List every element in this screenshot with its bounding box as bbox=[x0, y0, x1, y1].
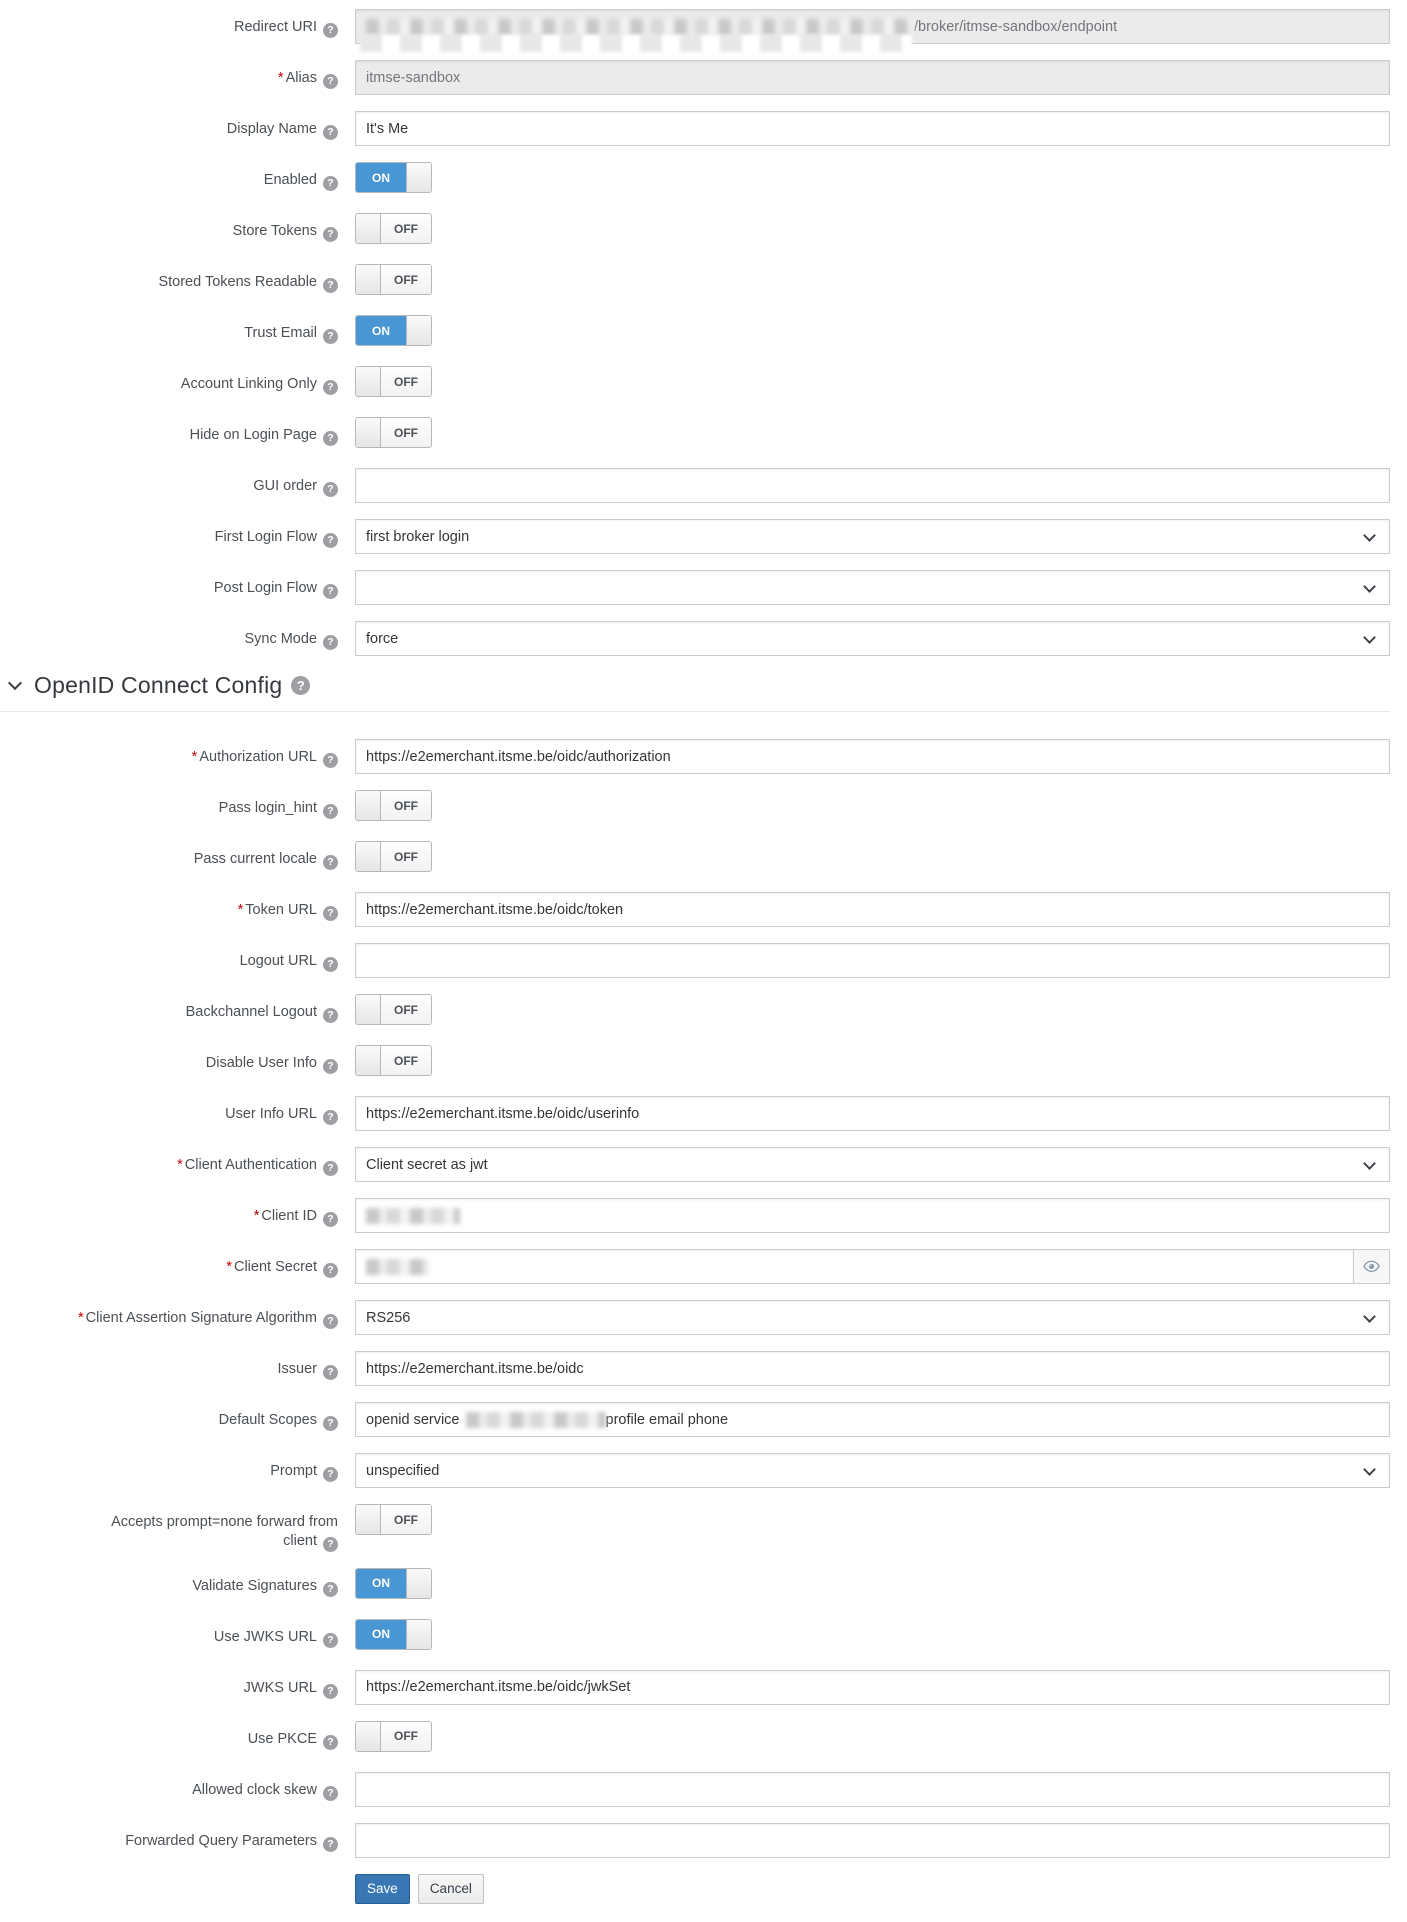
label-text: Allowed clock skew bbox=[192, 1781, 317, 1798]
help-icon[interactable]: ? bbox=[323, 1684, 338, 1699]
field-use-pkce bbox=[0, 1721, 1390, 1756]
toggle-handle[interactable] bbox=[356, 418, 381, 447]
label-text: Pass current locale bbox=[193, 851, 317, 867]
field-forwarded-query-parameters bbox=[0, 1823, 1390, 1858]
hide-on-login-page-toggle[interactable] bbox=[355, 417, 432, 448]
client-authentication-select[interactable] bbox=[355, 1147, 1390, 1182]
label-text: GUI order bbox=[253, 478, 317, 494]
help-icon[interactable]: ? bbox=[323, 278, 338, 293]
help-icon[interactable]: ? bbox=[323, 431, 338, 446]
backchannel-logout-toggle[interactable] bbox=[355, 994, 432, 1025]
label-text: Post Login Flow bbox=[213, 580, 317, 596]
toggle-off-label: OFF bbox=[381, 214, 431, 243]
use-jwks-url-toggle[interactable] bbox=[355, 1619, 432, 1650]
help-icon[interactable]: ? bbox=[323, 1837, 338, 1852]
help-icon[interactable]: ? bbox=[323, 1633, 338, 1648]
toggle-handle[interactable] bbox=[406, 1620, 431, 1649]
client-id-input[interactable] bbox=[355, 1198, 1390, 1233]
label-text: Use PKCE bbox=[247, 1730, 317, 1747]
required-asterisk: * bbox=[237, 902, 244, 918]
help-icon[interactable]: ? bbox=[323, 74, 338, 89]
field-trust-email bbox=[0, 315, 1390, 350]
help-icon[interactable]: ? bbox=[323, 1314, 338, 1329]
label-text: Default Scopes bbox=[218, 1412, 317, 1428]
field-alias bbox=[0, 60, 1390, 95]
help-icon[interactable]: ? bbox=[323, 1263, 338, 1278]
prompt-select[interactable] bbox=[355, 1453, 1390, 1488]
label-text: Client Secret bbox=[233, 1259, 317, 1275]
help-icon[interactable]: ? bbox=[323, 329, 338, 344]
toggle-off-label: OFF bbox=[381, 367, 431, 396]
help-icon[interactable]: ? bbox=[323, 753, 338, 768]
help-icon[interactable]: ? bbox=[323, 227, 338, 242]
toggle-handle[interactable] bbox=[406, 1569, 431, 1598]
first-login-flow-select[interactable] bbox=[355, 519, 1390, 554]
help-icon[interactable]: ? bbox=[323, 1059, 338, 1074]
label-text: Validate Signatures bbox=[192, 1577, 317, 1594]
chevron-down-icon bbox=[1363, 580, 1376, 593]
help-icon[interactable]: ? bbox=[323, 125, 338, 140]
field-pass-login-hint bbox=[0, 790, 1390, 825]
label-text: Issuer bbox=[277, 1361, 317, 1377]
redacted-value bbox=[366, 1259, 429, 1275]
chevron-down-icon bbox=[1363, 1157, 1376, 1170]
field-pass-current-locale bbox=[0, 841, 1390, 876]
field-enabled bbox=[0, 162, 1390, 197]
label-text: User Info URL bbox=[225, 1106, 317, 1122]
field-store-tokens bbox=[0, 213, 1390, 248]
label-text: Store Tokens bbox=[232, 223, 317, 239]
disable-user-info-toggle[interactable] bbox=[355, 1045, 432, 1076]
field-authorization-url bbox=[0, 739, 1390, 774]
selected-value: unspecified bbox=[366, 1462, 440, 1479]
selected-value: first broker login bbox=[366, 528, 470, 545]
field-client-secret bbox=[0, 1249, 1390, 1284]
toggle-on-label: ON bbox=[356, 163, 406, 192]
field-logout-url bbox=[0, 943, 1390, 978]
label-text: Forwarded Query Parameters bbox=[125, 1832, 317, 1849]
label-text: Client Authentication bbox=[184, 1157, 317, 1173]
validate-signatures-toggle[interactable] bbox=[355, 1568, 432, 1599]
client-assertion-signature-algorithm-select[interactable] bbox=[355, 1300, 1390, 1335]
alias-input bbox=[355, 60, 1390, 95]
toggle-off-label: OFF bbox=[381, 791, 431, 820]
label-text: Alias bbox=[285, 70, 317, 86]
field-prompt bbox=[0, 1453, 1390, 1488]
help-icon[interactable]: ? bbox=[323, 855, 338, 870]
logout-url-input[interactable] bbox=[355, 943, 1390, 978]
label-text: Logout URL bbox=[239, 953, 317, 969]
label-text: Accepts prompt=none forward from client bbox=[111, 1514, 338, 1549]
trust-email-toggle[interactable] bbox=[355, 315, 432, 346]
help-icon[interactable]: ? bbox=[323, 1416, 338, 1431]
help-icon[interactable]: ? bbox=[323, 1161, 338, 1176]
toggle-off-label: OFF bbox=[381, 1505, 431, 1534]
help-icon[interactable]: ? bbox=[323, 635, 338, 650]
label-text: Prompt bbox=[270, 1463, 317, 1479]
scopes-suffix: profile email phone bbox=[605, 1411, 729, 1428]
help-icon[interactable]: ? bbox=[323, 584, 338, 599]
scopes-prefix: openid service bbox=[366, 1411, 460, 1428]
required-asterisk: * bbox=[253, 1208, 260, 1224]
default-scopes-input[interactable] bbox=[355, 1402, 1390, 1437]
display-name-input[interactable] bbox=[355, 111, 1390, 146]
openid-connect-config-header[interactable] bbox=[8, 672, 1390, 699]
field-use-jwks-url bbox=[0, 1619, 1390, 1654]
label-text: Client Assertion Signature Algorithm bbox=[85, 1310, 317, 1326]
help-icon[interactable]: ? bbox=[323, 1467, 338, 1482]
chevron-down-icon bbox=[1363, 1310, 1376, 1323]
label-text: Enabled bbox=[263, 172, 317, 188]
help-icon[interactable]: ? bbox=[323, 957, 338, 972]
section-title: OpenID Connect Config bbox=[34, 672, 283, 698]
label-text: Display Name bbox=[226, 121, 317, 137]
field-jwks-url bbox=[0, 1670, 1390, 1705]
label-text: Token URL bbox=[245, 902, 317, 918]
censor-blur-artifact bbox=[360, 35, 912, 52]
token-url-input[interactable] bbox=[355, 892, 1390, 927]
field-redirect-uri bbox=[0, 9, 1390, 44]
toggle-on-label: ON bbox=[356, 316, 406, 345]
selected-value: Client secret as jwt bbox=[366, 1156, 488, 1173]
toggle-handle[interactable] bbox=[356, 842, 381, 871]
field-display-name bbox=[0, 111, 1390, 146]
field-accepts-prompt-none bbox=[0, 1504, 1390, 1552]
store-tokens-toggle[interactable] bbox=[355, 213, 432, 244]
field-post-login-flow bbox=[0, 570, 1390, 605]
field-default-scopes bbox=[0, 1402, 1390, 1437]
redacted-value bbox=[366, 1208, 460, 1224]
required-asterisk: * bbox=[226, 1259, 232, 1275]
toggle-on-label: ON bbox=[356, 1620, 406, 1649]
toggle-off-label: OFF bbox=[381, 1046, 431, 1075]
label-text: Account Linking Only bbox=[180, 376, 317, 392]
required-asterisk: * bbox=[78, 1310, 84, 1326]
field-client-assertion-signature-algorithm bbox=[0, 1300, 1390, 1335]
show-secret-button[interactable] bbox=[1353, 1249, 1390, 1284]
label-text: Redirect URI bbox=[234, 19, 317, 35]
help-icon[interactable]: ? bbox=[323, 1582, 338, 1597]
help-icon[interactable]: ? bbox=[323, 176, 338, 191]
help-icon[interactable]: ? bbox=[323, 1008, 338, 1023]
field-disable-user-info bbox=[0, 1045, 1390, 1080]
field-validate-signatures bbox=[0, 1568, 1390, 1603]
accepts-prompt-none-toggle[interactable] bbox=[355, 1504, 432, 1535]
field-account-linking-only bbox=[0, 366, 1390, 401]
allowed-clock-skew-input[interactable] bbox=[355, 1772, 1390, 1807]
help-icon[interactable]: ? bbox=[323, 1212, 338, 1227]
required-asterisk: * bbox=[277, 70, 284, 86]
help-icon[interactable]: ? bbox=[323, 380, 338, 395]
forwarded-query-parameters-input[interactable] bbox=[355, 1823, 1390, 1858]
label-text: First Login Flow bbox=[214, 529, 317, 545]
toggle-off-label: OFF bbox=[381, 418, 431, 447]
redacted-value bbox=[466, 1412, 606, 1428]
pass-current-locale-toggle[interactable] bbox=[355, 841, 432, 872]
help-icon[interactable]: ? bbox=[323, 1365, 338, 1380]
toggle-off-label: OFF bbox=[381, 265, 431, 294]
label-text: Trust Email bbox=[244, 325, 317, 341]
help-icon[interactable]: ? bbox=[323, 906, 338, 921]
cancel-button[interactable]: Cancel bbox=[418, 1874, 484, 1904]
help-icon[interactable]: ? bbox=[323, 1786, 338, 1801]
field-first-login-flow bbox=[0, 519, 1390, 554]
section-divider bbox=[0, 711, 1390, 712]
jwks-url-input[interactable] bbox=[355, 1670, 1390, 1705]
label-text: JWKS URL bbox=[243, 1679, 317, 1696]
help-icon[interactable]: ? bbox=[323, 1537, 338, 1552]
post-login-flow-select[interactable] bbox=[355, 570, 1390, 605]
field-gui-order bbox=[0, 468, 1390, 503]
toggle-handle[interactable] bbox=[356, 1046, 381, 1075]
toggle-handle[interactable] bbox=[356, 791, 381, 820]
field-token-url bbox=[0, 892, 1390, 927]
label-text: Backchannel Logout bbox=[185, 1004, 317, 1020]
redirect-uri-suffix: /broker/itmse-sandbox/endpoint bbox=[914, 18, 1118, 35]
label-text: Hide on Login Page bbox=[189, 427, 317, 443]
client-secret-input[interactable] bbox=[355, 1249, 1353, 1284]
toggle-handle[interactable] bbox=[356, 214, 381, 243]
selected-value: RS256 bbox=[366, 1309, 411, 1326]
help-icon[interactable]: ? bbox=[323, 482, 338, 497]
chevron-down-icon bbox=[1363, 631, 1376, 644]
save-button[interactable]: Save bbox=[355, 1874, 410, 1904]
toggle-off-label: OFF bbox=[381, 1722, 431, 1751]
eye-icon bbox=[1363, 1260, 1380, 1273]
label-text: Stored Tokens Readable bbox=[158, 274, 317, 290]
toggle-off-label: OFF bbox=[381, 842, 431, 871]
account-linking-only-toggle[interactable] bbox=[355, 366, 432, 397]
field-stored-tokens-readable bbox=[0, 264, 1390, 299]
use-pkce-toggle[interactable] bbox=[355, 1721, 432, 1752]
field-hide-on-login-page bbox=[0, 417, 1390, 452]
toggle-handle[interactable] bbox=[356, 995, 381, 1024]
toggle-on-label: ON bbox=[356, 1569, 406, 1598]
label-text: Sync Mode bbox=[244, 631, 317, 647]
required-asterisk: * bbox=[177, 1157, 183, 1173]
issuer-input[interactable] bbox=[355, 1351, 1390, 1386]
toggle-handle[interactable] bbox=[356, 265, 381, 294]
toggle-handle[interactable] bbox=[406, 163, 431, 192]
chevron-down-icon[interactable] bbox=[8, 675, 22, 689]
help-icon[interactable]: ? bbox=[323, 804, 338, 819]
label-text: Pass login_hint bbox=[218, 800, 317, 816]
field-client-id bbox=[0, 1198, 1390, 1233]
field-user-info-url bbox=[0, 1096, 1390, 1131]
field-sync-mode bbox=[0, 621, 1390, 656]
toggle-handle[interactable] bbox=[356, 367, 381, 396]
enabled-toggle[interactable] bbox=[355, 162, 432, 193]
required-asterisk: * bbox=[191, 749, 198, 765]
sync-mode-select[interactable] bbox=[355, 621, 1390, 656]
pass-login-hint-toggle[interactable] bbox=[355, 790, 432, 821]
stored-tokens-readable-toggle[interactable] bbox=[355, 264, 432, 295]
gui-order-input[interactable] bbox=[355, 468, 1390, 503]
chevron-down-icon bbox=[1363, 529, 1376, 542]
toggle-off-label: OFF bbox=[381, 995, 431, 1024]
label-text: Use JWKS URL bbox=[213, 1628, 317, 1645]
help-icon[interactable]: ? bbox=[323, 1735, 338, 1750]
field-issuer bbox=[0, 1351, 1390, 1386]
toggle-handle[interactable] bbox=[406, 316, 431, 345]
redacted-value bbox=[366, 19, 914, 35]
label-text: Client ID bbox=[261, 1208, 317, 1224]
authorization-url-input[interactable] bbox=[355, 739, 1390, 774]
field-backchannel-logout bbox=[0, 994, 1390, 1029]
form-actions bbox=[0, 1874, 1390, 1909]
chevron-down-icon bbox=[1363, 1463, 1376, 1476]
field-allowed-clock-skew bbox=[0, 1772, 1390, 1807]
help-icon[interactable]: ? bbox=[291, 676, 310, 695]
toggle-handle[interactable] bbox=[356, 1505, 381, 1534]
help-icon[interactable]: ? bbox=[323, 1110, 338, 1125]
help-icon[interactable]: ? bbox=[323, 23, 338, 38]
user-info-url-input[interactable] bbox=[355, 1096, 1390, 1131]
label-text: Authorization URL bbox=[199, 749, 317, 765]
label-text: Disable User Info bbox=[205, 1055, 317, 1071]
help-icon[interactable]: ? bbox=[323, 533, 338, 548]
toggle-handle[interactable] bbox=[356, 1722, 381, 1751]
field-client-authentication bbox=[0, 1147, 1390, 1182]
selected-value: force bbox=[366, 630, 399, 647]
